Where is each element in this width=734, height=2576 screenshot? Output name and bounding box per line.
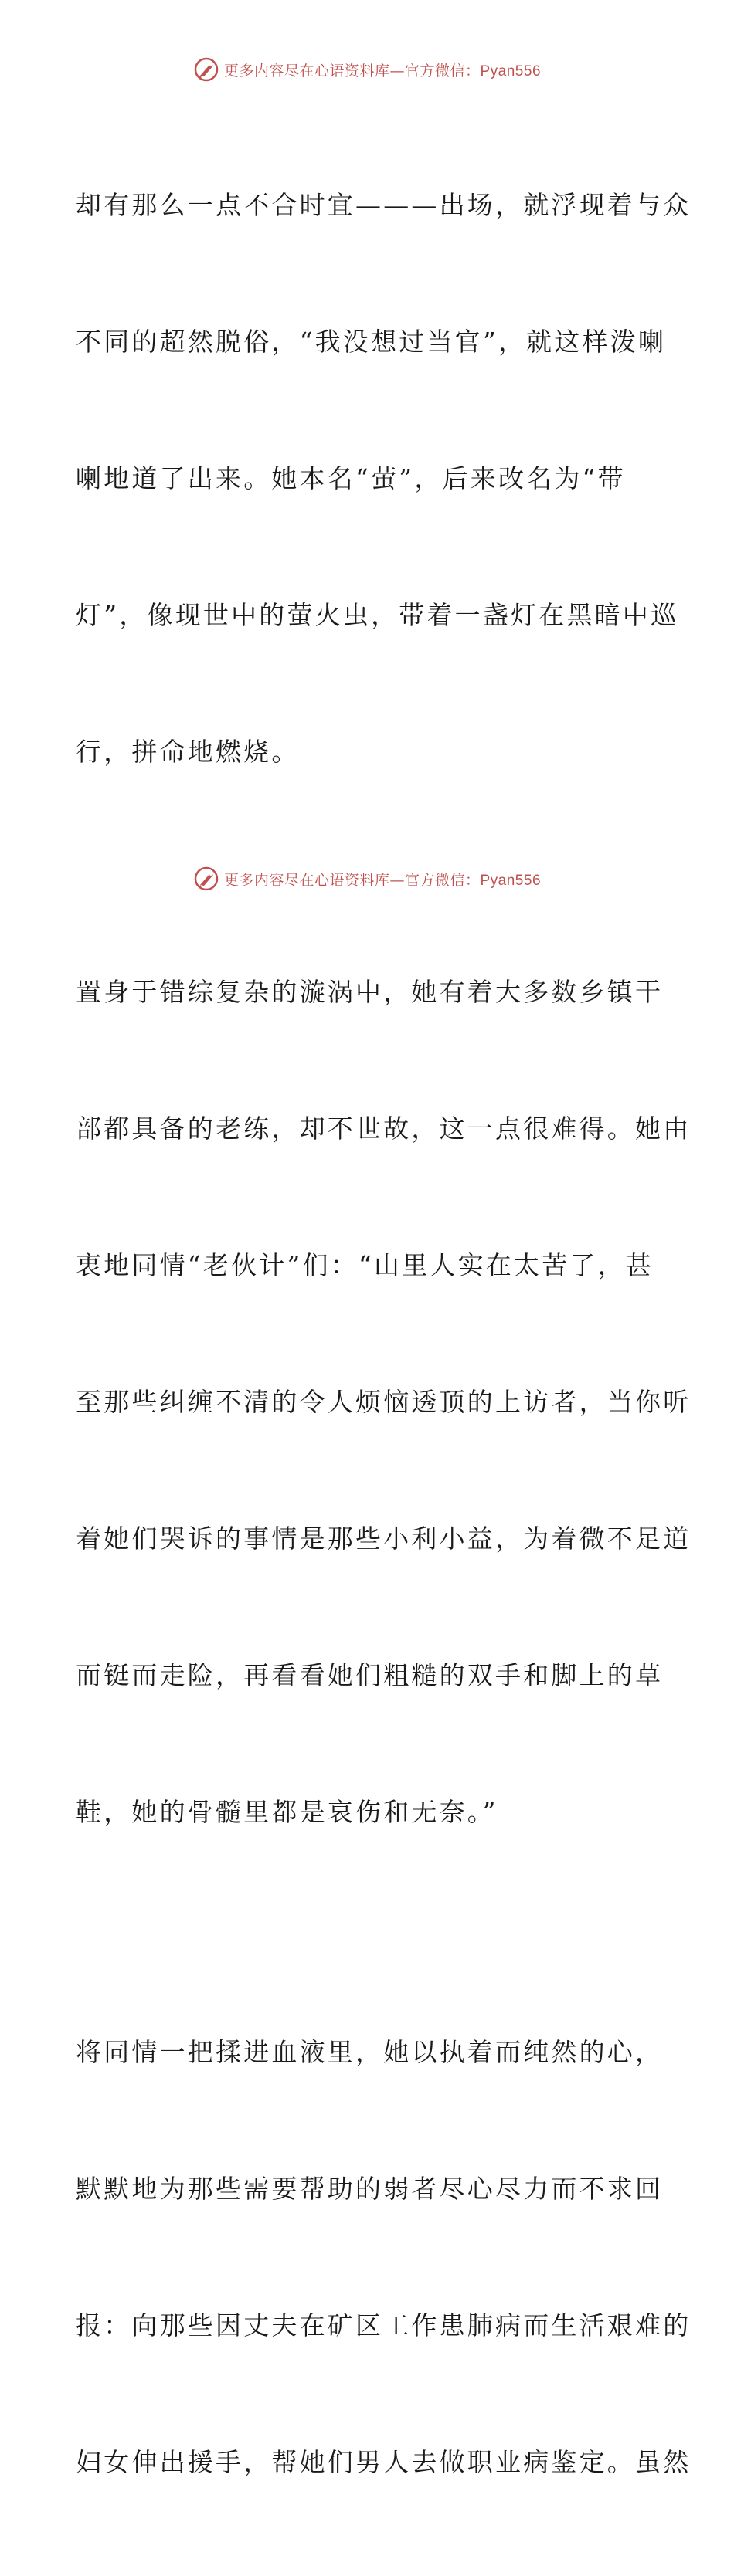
- banner-text: 更多内容尽在心语资料库—官方微信：Pyan556: [223, 62, 542, 80]
- text-line: 灯”，像现世中的萤火虫，带着一盏灯在黑暗中巡: [76, 600, 679, 630]
- header-watermark-banner: [0, 54, 734, 85]
- text-line: 默默地为那些需要帮助的弱者尽心尽力而不求回: [76, 2174, 664, 2204]
- banner-text: 更多内容尽在心语资料库—官方微信：Pyan556: [223, 871, 542, 889]
- quill-pen-logo-icon: [193, 56, 219, 83]
- paragraph-1: [76, 91, 692, 866]
- wechat-id: Pyan556: [480, 63, 542, 80]
- text-line: 却有那么一点不合时宜———出场，就浮现着与众: [76, 190, 692, 220]
- text-line: 不同的超然脱俗，“我没想过当官”，就这样泼喇: [76, 327, 667, 357]
- text-line: 妇女伸出援手，帮她们男人去做职业病鉴定。虽然: [76, 2447, 692, 2477]
- text-line: 部都具备的老练，却不世故，这一点很难得。她由: [76, 1113, 692, 1144]
- text-line: 行，拼命地燃烧。: [76, 737, 300, 767]
- text-line: 置身于错综复杂的漩涡中，她有着大多数乡镇干: [76, 977, 664, 1007]
- paragraph-3: [76, 1938, 692, 2576]
- footer-watermark-banner: [0, 863, 734, 894]
- text-line: 而铤而走险，再看看她们粗糙的双手和脚上的草: [76, 1660, 664, 1690]
- text-line: 着她们哭诉的事情是那些小利小益，为着微不足道: [76, 1524, 692, 1554]
- text-line: 鞋，她的骨髓里都是哀伤和无奈。”: [76, 1797, 498, 1827]
- text-line: 衷地同情“老伙计”们：“山里人实在太苦了，甚: [76, 1250, 654, 1280]
- text-line: 报：向那些因丈夫在矿区工作患肺病而生活艰难的: [76, 2310, 692, 2340]
- wechat-id: Pyan556: [480, 872, 542, 889]
- text-line: 至那些纠缠不清的令人烦恼透顶的上访者，当你听: [76, 1387, 692, 1417]
- paragraph-2: [76, 878, 692, 1926]
- quill-pen-logo-icon: [193, 866, 219, 892]
- text-line: 喇地道了出来。她本名“萤”，后来改名为“带: [76, 463, 626, 493]
- document-body: [76, 91, 692, 2576]
- text-line: 将同情一把揉进血液里，她以执着而纯然的心，: [76, 2037, 664, 2067]
